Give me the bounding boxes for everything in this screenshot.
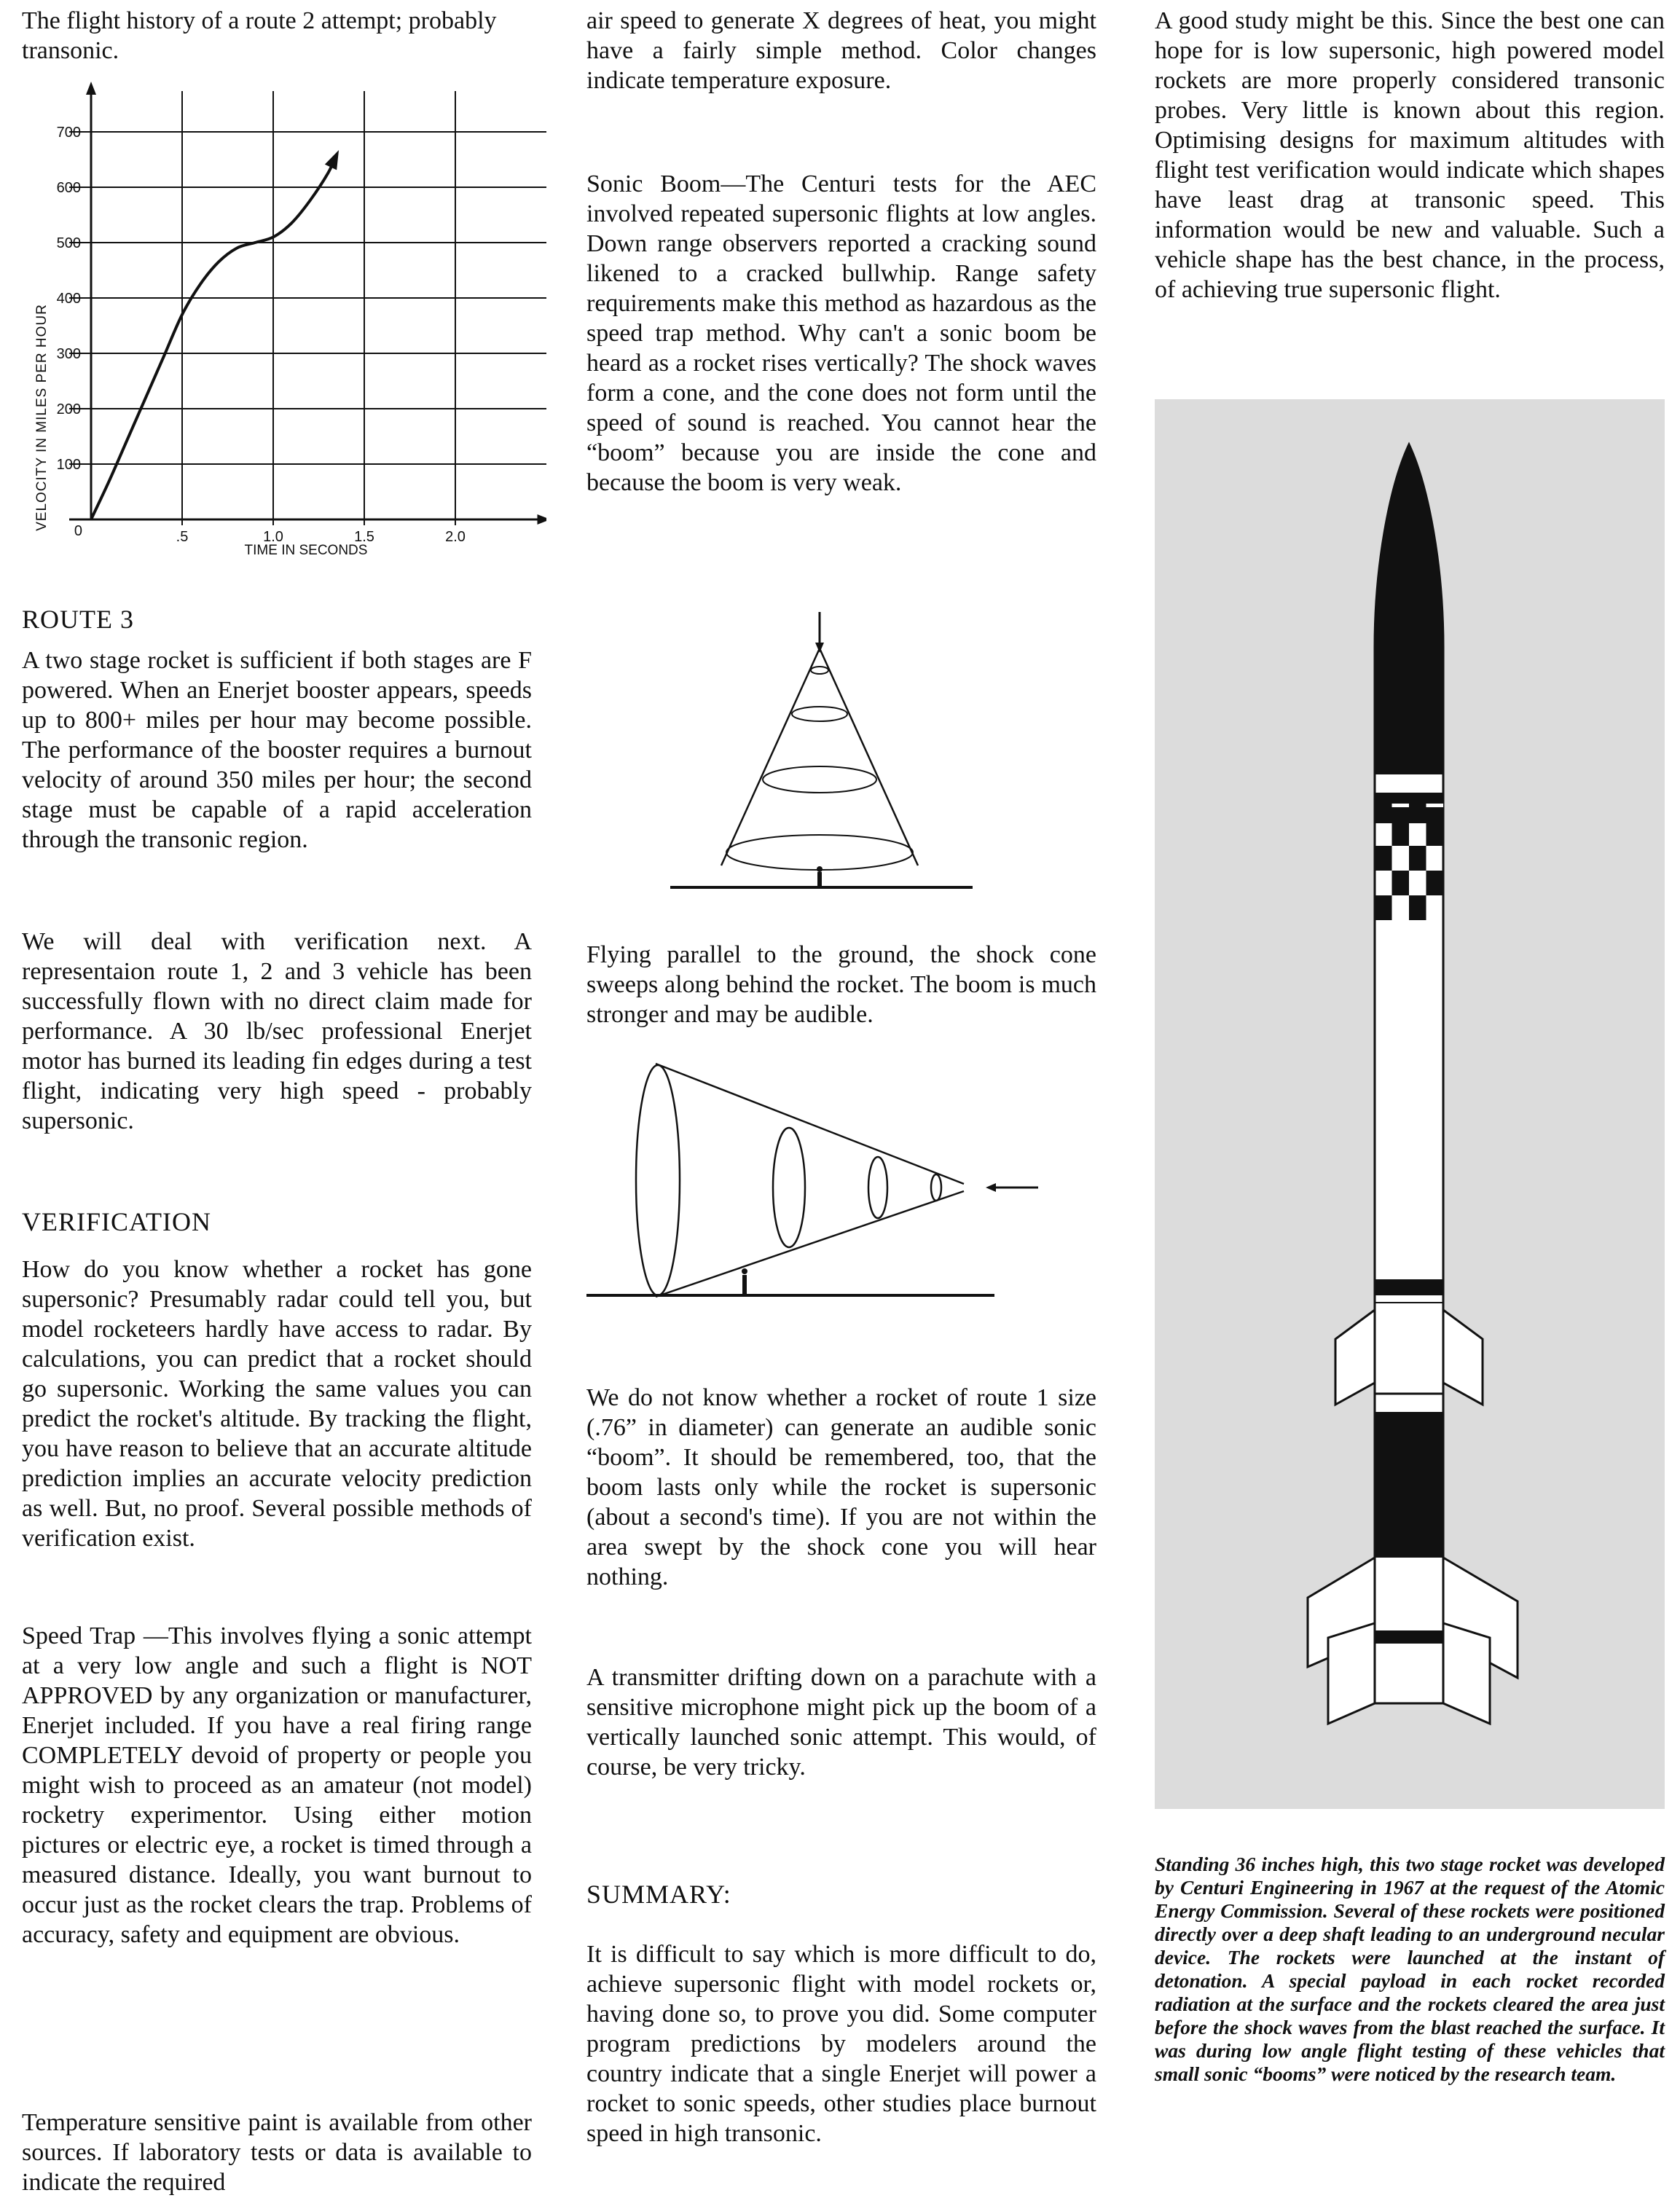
booster-black-band	[1366, 1412, 1453, 1558]
x-tick-label: .5	[176, 529, 189, 545]
shock-ring	[726, 835, 913, 870]
x-tick-label: 1.5	[354, 529, 374, 545]
good-study-paragraph: A good study might be this. Since the best one can hope for is low supersonic, high powered model rockets are more properly considered transonic probes. Very little is known about this region. Optimising designs for maximum altitudes with flight test verification would indicate which shapes have least drag at transonic speed. This information would be new and valuable. Such a vehicle shape has the best chance, in the process, of achieving true supersonic flight.	[1155, 7, 1665, 303]
two-stage-rocket-illustration	[1155, 399, 1665, 1809]
y-tick-label: 0	[74, 523, 82, 539]
checker-square	[1409, 895, 1426, 920]
y-tick-label: 200	[56, 401, 81, 417]
y-axis-label: VELOCITY IN MILES PER HOUR	[34, 304, 50, 531]
route3-heading: ROUTE 3	[22, 605, 134, 634]
horizontal-shock-cone-diagram	[586, 1056, 1096, 1311]
upper-fin-left	[1335, 1310, 1375, 1405]
cone-bottom-edge	[656, 1191, 964, 1297]
summary-heading: SUMMARY:	[586, 1880, 731, 1909]
cone-left-edge	[721, 648, 820, 866]
observer-head-icon	[817, 866, 823, 872]
checker-square	[1392, 821, 1410, 846]
lower-fin-front	[1328, 1623, 1375, 1724]
x-tick-label: 2.0	[445, 529, 466, 545]
checker-square	[1409, 796, 1426, 821]
y-tick-label: 400	[56, 291, 81, 307]
shock-ring	[811, 667, 828, 674]
shock-ring	[636, 1065, 680, 1295]
lower-fin-back	[1443, 1623, 1490, 1724]
checker-square	[1426, 821, 1444, 846]
transmitter-paragraph: A transmitter drifting down on a parachute with a sensitive microphone might pick up the boom of a vertically launched sonic attempt. This would, of course, be very tricky.	[586, 1664, 1096, 1781]
vertical-shock-cone-diagram	[586, 605, 1096, 911]
sonic-boom-paragraph: Sonic Boom—The Centuri tests for the AEC involved repeated supersonic flights at low angles. Down range observers reported a cracking sound likened to a cracked bullwhip. Range safety requirements make this method as hazardous as the speed trap method. Why can't a sonic boom be heard as a rocket rises vertically? The shock waves form a cone, and the cone does not form until the speed of sound is reached. You cannot hear the “boom” because you are inside the cone and because the boom is very weak.	[586, 170, 1096, 496]
velocity-chart	[22, 79, 546, 567]
nose-cone-black	[1366, 439, 1453, 774]
shock-ring	[868, 1157, 887, 1218]
y-tick-labels	[57, 125, 82, 539]
route3-paragraph-1: A two stage rocket is sufficient if both stages are F powered. When an Enerjet booster appears, speeds up to 800+ miles per hour may become possible. The performance of the booster requires a burnout velocity of around 350 miles per hour; the second stage must be capable of a rapid acceleration through the transonic region.	[22, 647, 532, 853]
y-tick-label: 300	[56, 346, 81, 362]
verification-paragraph-1: How do you know whether a rocket has gone supersonic? Presumably radar could tell you, but model rocketeers hardly have access to radar. By calculations, you can predict that a rocket should go supersonic. Working the same values you can predict the rocket's altitude. By tracking the flight, you have reason to believe that an accurate altitude prediction implies an accurate velocity prediction as well. But, no proof. Several possible methods of verification exist.	[22, 1256, 532, 1552]
verification-heading: VERIFICATION	[22, 1207, 211, 1236]
stage-band	[1366, 1279, 1453, 1295]
parallel-flight-paragraph: Flying parallel to the ground, the shock cone sweeps along behind the rocket. The boom is much stronger and may be audible.	[586, 941, 1096, 1028]
checker-square	[1375, 796, 1392, 821]
y-tick-label: 100	[56, 457, 81, 473]
observer-figure-icon	[817, 872, 822, 887]
checker-square	[1375, 895, 1392, 920]
rocket-photo	[1155, 399, 1665, 1809]
x-axis-label: TIME IN SECONDS	[244, 543, 368, 558]
speed-trap-paragraph: Speed Trap —This involves flying a sonic attempt at a very low angle and such a flight is NOT APPROVED by any organization or manufacturer, Enerjet included. If you have a real firing range COMPLETELY devoid of property or people you might wish to proceed as an amateur (not model) rocketry experimentor. Using either motion pictures or electric eye, a rocket is timed through a measured distance. Ideally, you want burnout to occur just as the rocket clears the trap. Problems of accuracy, safety and equipment are obvious.	[22, 1622, 532, 1948]
temperature-paint-paragraph: Temperature sensitive paint is available from other sources. If laboratory tests or data is available to indicate the required	[22, 2109, 532, 2196]
route3-paragraph-2: We will deal with verification next. A representaion route 1, 2 and 3 vehicle has been successfully flown with no direct claim made for performance. A 30 lb/sec professional Enerjet motor has burned its leading fin edges during a test flight, indicating very high speed - probably supersonic.	[22, 928, 532, 1134]
booster-base-band	[1366, 1630, 1453, 1644]
cone-top-edge	[656, 1064, 964, 1184]
upper-fin-right	[1443, 1310, 1483, 1405]
checker-square	[1375, 846, 1392, 871]
x-axis-arrow-icon	[538, 514, 547, 525]
y-tick-label: 700	[56, 125, 81, 141]
observer-figure-icon	[742, 1275, 747, 1294]
summary-paragraph: It is difficult to say which is more difficult to do, achieve supersonic flight with model rockets or, having done so, to prove you did. Some computer program predictions by modelers around the country indicate that a single Enerjet will power a rocket to sonic speeds, other studies place burnout speed in high transonic.	[586, 1941, 1096, 2147]
shock-ring	[763, 766, 876, 793]
observer-head-icon	[742, 1268, 747, 1274]
checker-square	[1426, 871, 1444, 895]
heat-paragraph-continued: air speed to generate X degrees of heat, you might have a fairly simple method. Color changes indicate temperature exposure.	[586, 7, 1096, 94]
shock-ring	[792, 707, 847, 721]
chart-intro: The flight history of a route 2 attempt; probably transonic.	[22, 7, 497, 64]
chart-grid	[69, 82, 546, 525]
x-tick-label: 1.0	[263, 529, 283, 545]
checker-square	[1392, 871, 1410, 895]
shock-ring	[773, 1128, 805, 1247]
series-arrowhead	[325, 150, 339, 170]
cone-right-edge	[820, 648, 918, 866]
rocket-nose-icon	[815, 643, 824, 653]
route1-sonic-boom-paragraph: We do not know whether a rocket of route 1 size (.76” in diameter) can generate an audible sonic “boom”. It should be remembered, too, that the boom lasts only while the rocket is supersonic (about a second's time). If you are not within the area swept by the shock cone you will hear nothing.	[586, 1384, 1096, 1590]
rocket-nose-icon	[986, 1183, 996, 1192]
y-tick-label: 500	[56, 235, 81, 251]
y-axis-arrow-icon	[86, 82, 96, 95]
y-tick-label: 600	[56, 180, 81, 196]
photo-caption: Standing 36 inches high, this two stage rocket was developed by Centuri Engineering in 1967 at the request of the Atomic Energy Commission. Several of these rockets were positioned directly over a deep shaft leading to an underground necular device. The rockets were launched at the instant of detonation. A special payload in each rocket recorded radiation at the surface and the rockets cleared the area just before the shock waves from the blast reached the surface. It was during low angle flight testing of these vehicles that small sonic “booms” were noticed by the research team.	[1155, 1853, 1665, 2085]
shock-ring	[931, 1174, 941, 1201]
checker-square	[1409, 846, 1426, 871]
